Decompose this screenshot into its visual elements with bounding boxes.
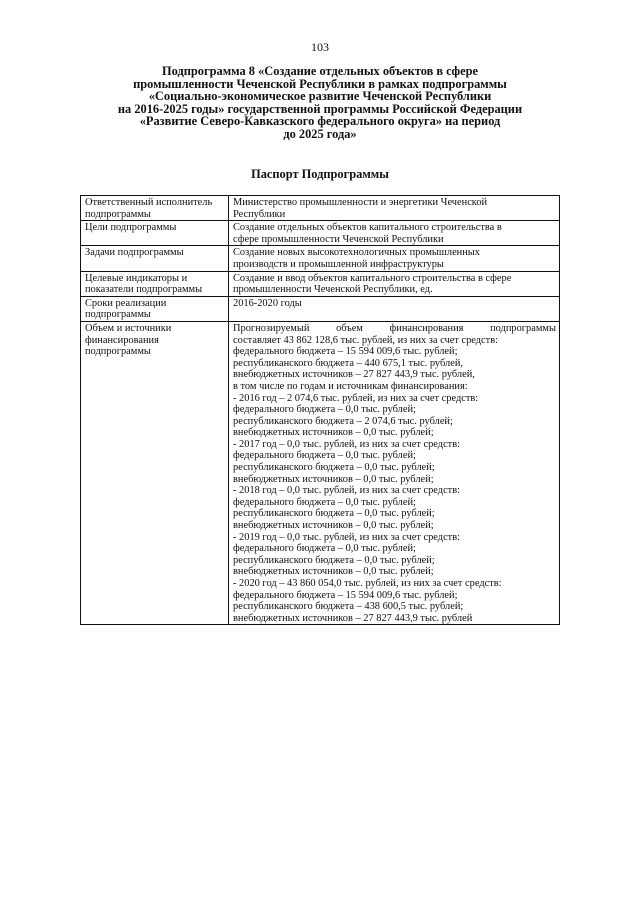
row-value [229,296,560,321]
value-line: федерального бюджета – 0,0 тыс. рублей; [233,496,416,508]
value-line: республиканского бюджета – 2 074,6 тыс. рублей; [233,415,453,427]
value-line: республиканского бюджета – 438 600,5 тыс. рублей; [233,601,464,613]
title-line: промышленности Чеченской Республики в рамках подпрограммы [133,76,507,91]
table-row [81,271,560,296]
value-line: федерального бюджета – 15 594 009,6 тыс. рублей; [233,589,458,601]
title-line: «Развитие Северо-Кавказского федерального округа» на период [139,114,501,129]
table-row [81,321,560,624]
value-line: внебюджетных источников – 0,0 тыс. рублей; [233,520,434,532]
value-word: объем [336,322,363,334]
value-line: в том числе по годам и источникам финансирования: [233,380,468,392]
value-line: промышленности Чеченской Республики, ед. [233,284,433,296]
title-line: Подпрограмма 8 «Создание отдельных объектов в сфере [162,64,478,78]
row-value [229,246,560,271]
value-line: - 2016 год – 2 074,6 тыс. рублей, из них за счет средств: [233,392,479,404]
value-line: сфере промышленности Чеченской Республики [233,233,444,245]
title-line: «Социально-экономическое развитие Чеченской Республики [148,89,492,104]
value-line: Республики [233,208,286,220]
value-line: внебюджетных источников – 0,0 тыс. рублей; [233,427,434,439]
table-row [81,196,560,221]
passport-table-body [81,196,560,625]
value-line: внебюджетных источников – 0,0 тыс. рублей; [233,566,434,578]
value-line: Создание новых высокотехнологичных промышленных [233,247,480,259]
table-row [81,221,560,246]
row-label: Ответственный исполнитель подпрограммы [81,196,229,221]
value-line: республиканского бюджета – 0,0 тыс. рублей; [233,462,435,474]
value-line: производств и промышленной инфраструктуры [233,258,444,270]
value-line: внебюджетных источников – 0,0 тыс. рублей; [233,473,434,485]
value-line: 2016-2020 годы [233,297,302,309]
value-word: финансирования [389,322,464,334]
title-line: на 2016-2025 годы» государственной программы Российской Федерации [117,101,523,116]
value-line: - 2019 год – 0,0 тыс. рублей, из них за счет средств: [233,531,461,543]
row-value [229,221,560,246]
table-row [81,296,560,321]
value-line: - 2020 год – 43 860 054,0 тыс. рублей, из них за счет средств: [233,578,502,589]
value-line: внебюджетных источников – 27 827 443,9 тыс. рублей, [233,369,475,381]
value-line: Создание отдельных объектов капитального строительства в [233,222,502,234]
value-line: Министерство промышленности и энергетики Чеченской [233,197,488,208]
value-line: федерального бюджета – 0,0 тыс. рублей; [233,543,416,555]
value-line: республиканского бюджета – 440 675,1 тыс. рублей, [233,357,463,369]
table-row [81,246,560,271]
row-label: Сроки реализации подпрограммы [81,296,229,321]
page-number: 103 [311,40,329,54]
row-label: Задачи подпрограммы [81,246,229,271]
value-line: федерального бюджета – 0,0 тыс. рублей; [233,404,416,416]
document-title [60,65,580,141]
passport-table [80,195,560,625]
row-label: Объем и источники финансирования подпрограммы [81,321,229,624]
row-label: Целевые индикаторы и показатели подпрограммы [81,271,229,296]
title-line: до 2025 года» [283,126,357,141]
passport-heading: Паспорт Подпрограммы [251,167,389,181]
value-word: подпрограммы [490,322,556,334]
row-value [229,271,560,296]
row-label: Цели подпрограммы [81,221,229,246]
value-line: Создание и ввод объектов капитального строительства в сфере [233,272,512,284]
value-line: республиканского бюджета – 0,0 тыс. рублей; [233,508,435,520]
value-line: - 2017 год – 0,0 тыс. рублей, из них за счет средств: [233,438,461,450]
value-line: федерального бюджета – 0,0 тыс. рублей; [233,450,416,462]
value-line: республиканского бюджета – 0,0 тыс. рублей; [233,554,435,566]
value-line: федерального бюджета – 15 594 009,6 тыс. рублей; [233,346,458,358]
value-word: Прогнозируемый [233,322,310,334]
value-line: составляет 43 862 128,6 тыс. рублей, из них за счет средств: [233,334,499,346]
value-line: внебюджетных источников – 27 827 443,9 тыс. рублей [233,612,473,624]
row-value [229,321,560,624]
value-line [233,323,556,335]
row-value [229,196,560,221]
value-line: - 2018 год – 0,0 тыс. рублей, из них за счет средств: [233,485,461,497]
